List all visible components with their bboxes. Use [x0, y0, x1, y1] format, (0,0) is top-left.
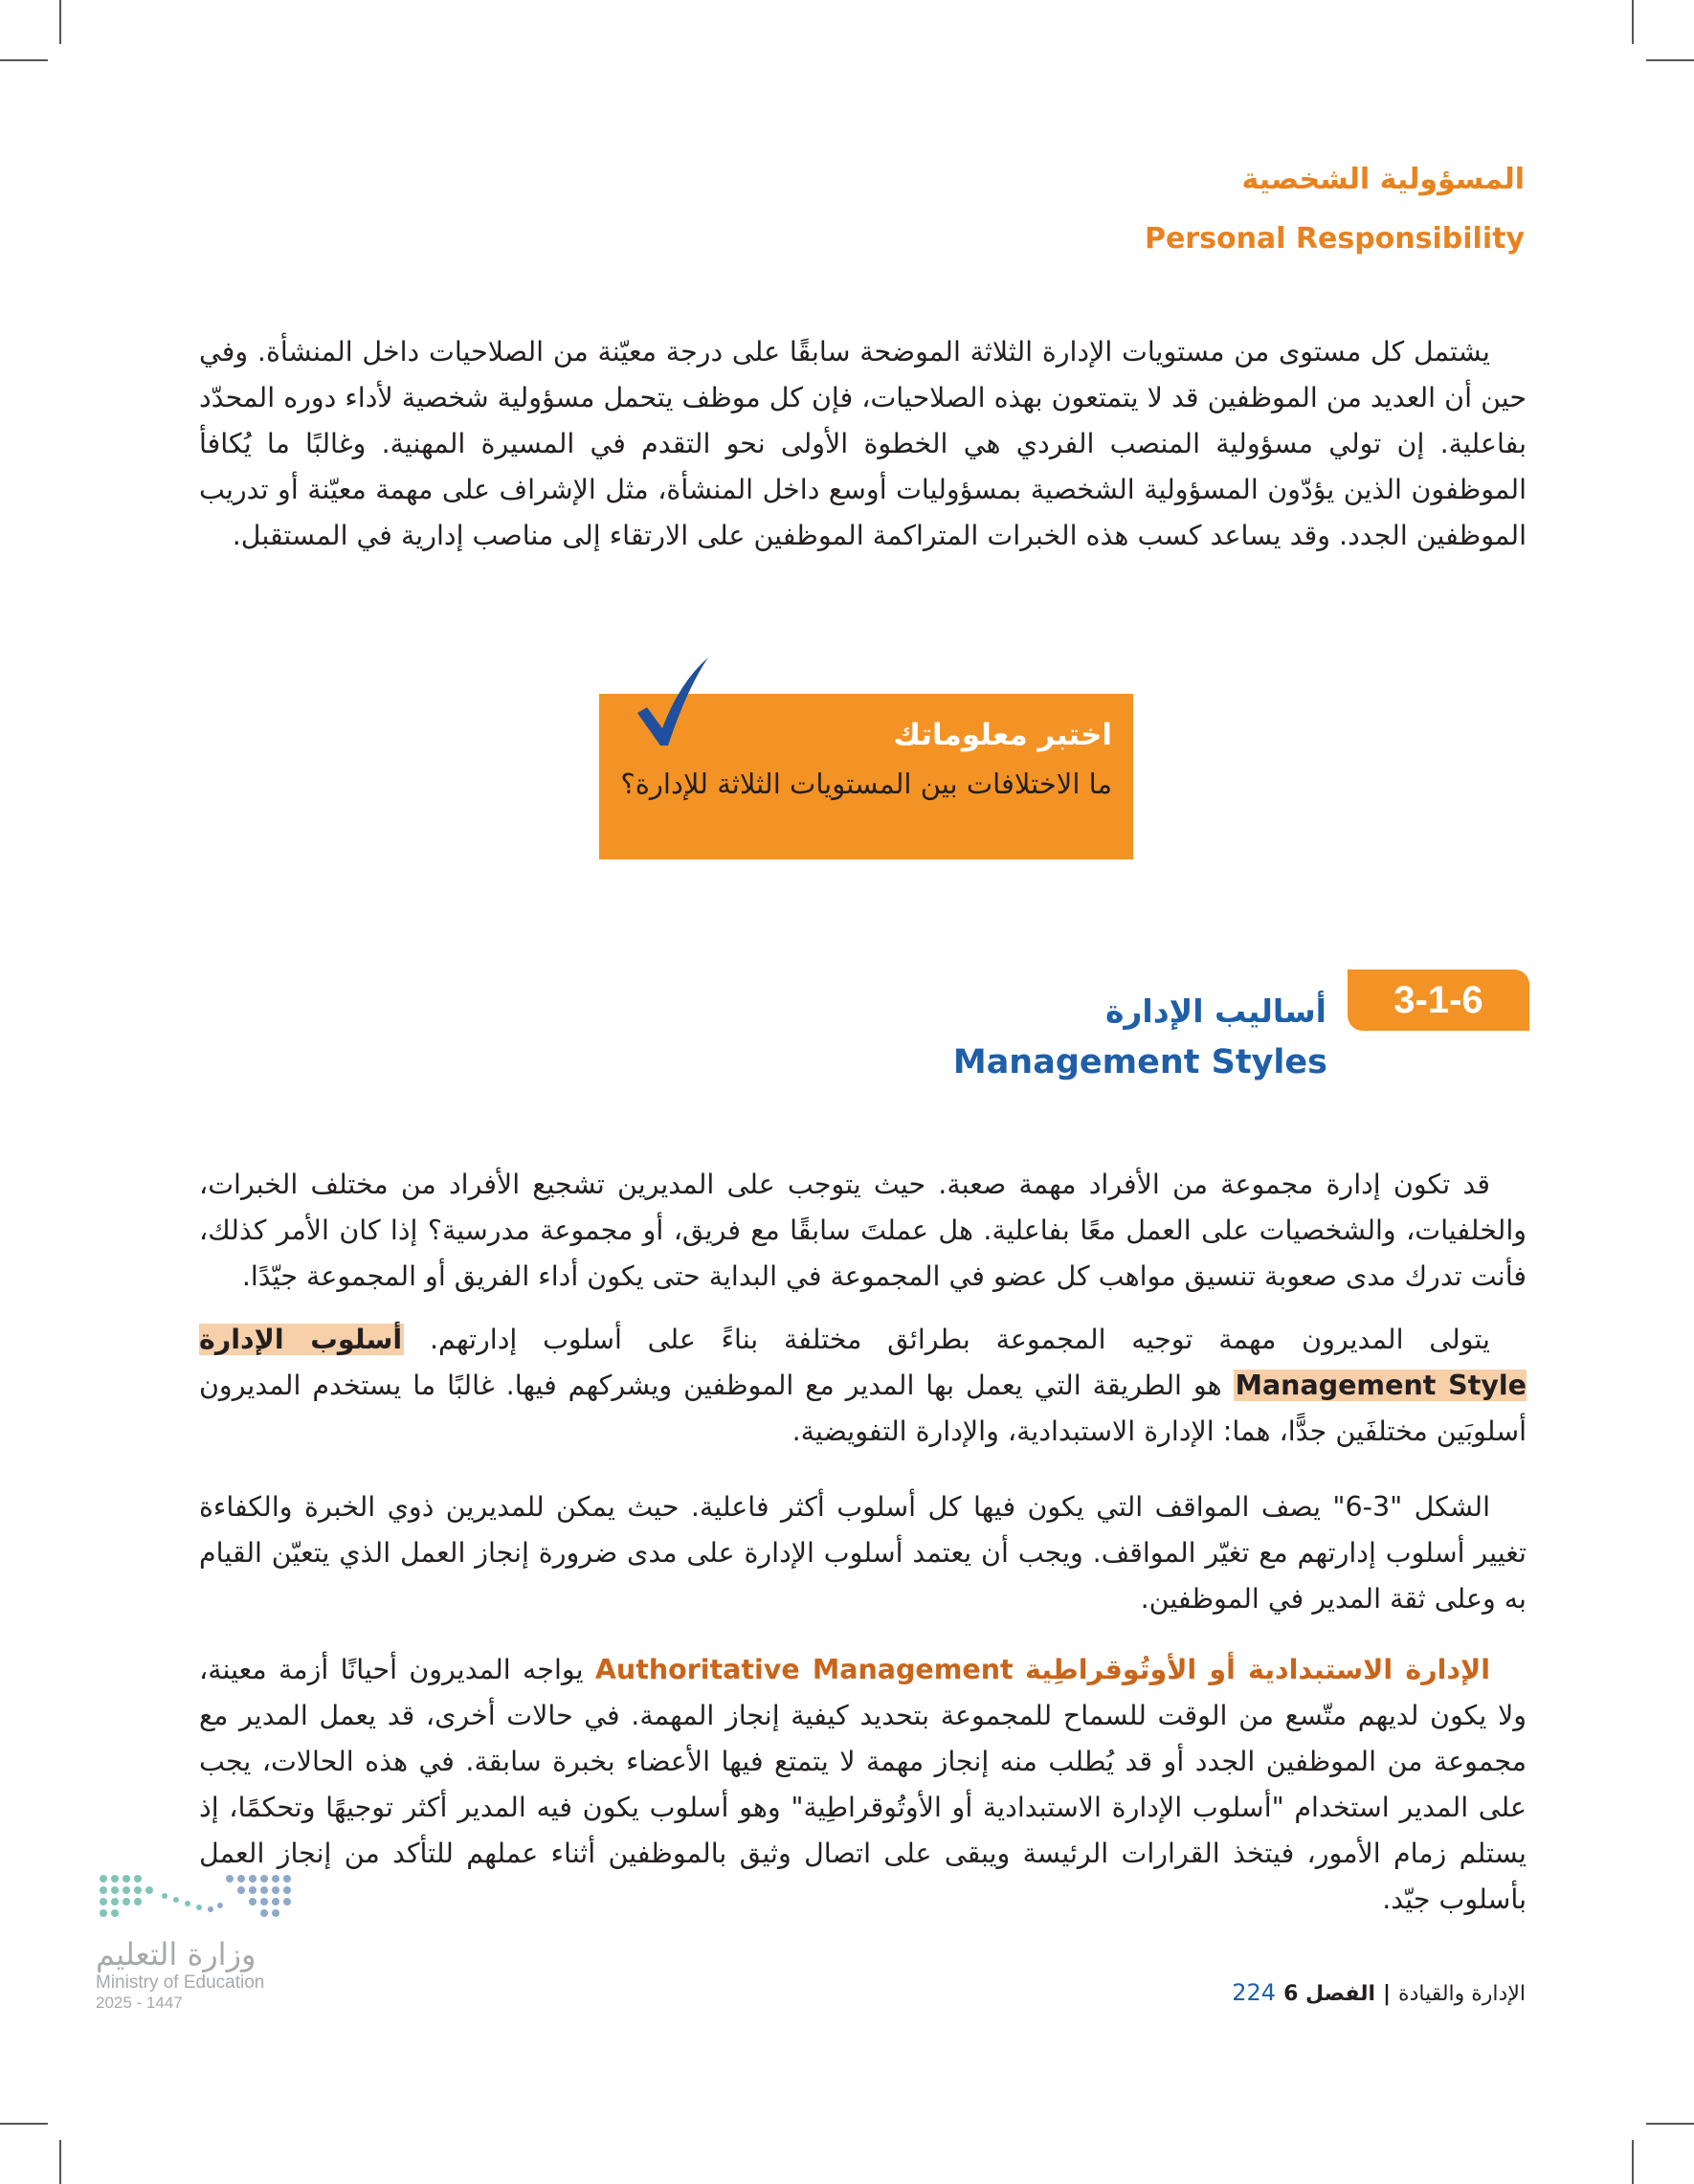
crop-mark	[0, 59, 48, 61]
authoritative-management-paragraph	[199, 1647, 1527, 1923]
check-knowledge-box	[599, 694, 1133, 859]
management-paragraph-2	[199, 1317, 1527, 1455]
page-footer	[1232, 1979, 1526, 2006]
section-title-ar: المسؤولية الشخصية	[1241, 163, 1525, 196]
ministry-name-ar: وزارة التعليم	[96, 1936, 256, 1972]
section-title-en: Personal Responsibility	[1144, 222, 1525, 256]
management-styles-title-ar: أساليب الإدارة	[1104, 992, 1326, 1030]
checkmark-icon	[634, 654, 710, 749]
management-paragraph-1: قد تكون إدارة مجموعة من الأفراد مهمة صعبة. حيث يتوجب على المديرين تشجيع الأفراد من مختلف الخبرات، والخلفيات، والشخصيات على العمل معًا بفاعلية. هل عملتَ سابقًا مع فريق، أو مجموعة مدرسية؟ إذا كان الأمر كذلك، فأنت تدرك مدى صعوبة تنسيق مواهب كل عضو في المجموعة في البداية حتى يكون أداء الفريق أو المجموعة جيّدًا.	[199, 1168, 1527, 1292]
management-styles-title-en: Management Styles	[952, 1043, 1327, 1081]
crop-mark	[1646, 59, 1694, 61]
ministry-name-en: Ministry of Education	[96, 1972, 265, 1993]
ministry-dots-icon	[96, 1871, 306, 1928]
authoritative-term-en: Authoritative Management	[594, 1653, 1014, 1685]
term-en: Management Style	[1235, 1369, 1527, 1401]
paragraph-text: يواجه المديرون أحيانًا أزمة معينة، ولا يكون لديهم متّسع من الوقت للسماح للمجموعة بتحديد كيفية إنجاز المهمة. في حالات أخرى، قد يعمل المدير مع مجموعة من الموظفين الجدد أو قد يُطلب منه إنجاز مهمة لا يتمتع فيها الأعضاء بخبرة سابقة. في هذه الحالات، يجب على المدير استخدام "أسلوب الإدارة الاستبدادية أو الأوتُوقراطِية" وهو أسلوب يكون فيه المدير أكثر توجيهًا وتحكمًا، إذ يستلم زمام الأمور، فيتخذ القرارات الرئيسة ويبقى على اتصال وثيق بالموظفين أثناء عملهم للتأكد من إنجاز العمل بأسلوب جيّد.	[199, 1653, 1527, 1915]
term-ar: أسلوب الإدارة	[199, 1323, 403, 1355]
paragraph-text: هو الطريقة التي يعمل بها المدير مع الموظفين ويشركهم فيها. غالبًا ما يستخدم المديرون أسلوبَين مختلفَين جدًّا، هما: الإدارة الاستبدادية، والإدارة التفويضية.	[199, 1369, 1527, 1447]
section-number-badge: 3-1-6	[1348, 969, 1529, 1031]
quiz-question: ما الاختلافات بين المستويات الثلاثة للإدارة؟	[620, 768, 1112, 800]
crop-mark	[0, 2123, 48, 2125]
personal-responsibility-paragraph: يشتمل كل مستوى من مستويات الإدارة الثلاثة الموضحة سابقًا على درجة معيّنة من الصلاحيات داخل المنشأة. وفي حين أن العديد من الموظفين قد لا يتمتعون بهذه الصلاحيات، فإن كل موظف يتحمل مسؤولية شخصية لأداء دوره المحدّد بفاعلية. إن تولي مسؤولية المنصب الفردي هي الخطوة الأولى نحو التقدم في المسيرة المهنية. وغالبًا ما يُكافأ الموظفون الذين يؤدّون المسؤولية الشخصية بمسؤوليات أوسع داخل المنشأة، مثل الإشراف على مهمة معيّنة أو تدريب الموظفين الجدد. وقد يساعد كسب هذه الخبرات المتراكمة الموظفين على الارتقاء إلى مناصب إدارية في المستقبل.	[199, 335, 1527, 551]
ministry-logo	[96, 1871, 316, 2013]
paragraph-text: يتولى المديرون مهمة توجيه المجموعة بطرائق مختلفة بناءً على أسلوب إدارتهم.	[429, 1323, 1490, 1355]
crop-mark	[59, 0, 61, 44]
chapter-title: الإدارة والقيادة	[1398, 1982, 1526, 2006]
crop-mark	[1632, 2140, 1634, 2184]
authoritative-term-ar: الإدارة الاستبدادية أو الأوتُوقراطِية	[1024, 1653, 1490, 1685]
ministry-year: 2025 - 1447	[96, 1994, 183, 2012]
crop-mark	[1646, 2123, 1694, 2125]
chapter-label: الفصل 6	[1283, 1982, 1375, 2006]
crop-mark	[59, 2140, 61, 2184]
management-paragraph-3: الشكل "3-6" يصف المواقف التي يكون فيها كل أسلوب أكثر فاعلية. حيث يمكن للمديرين ذوي الخبرة والكفاءة تغيير أسلوب إدارتهم مع تغيّر المواقف. ويجب أن يعتمد أسلوب الإدارة على مدى ضرورة إنجاز العمل الذي يتعيّن القيام به وعلى ثقة المدير في الموظفين.	[199, 1490, 1527, 1615]
page-number: 224	[1232, 1979, 1277, 2006]
footer-separator: |	[1383, 1982, 1392, 2006]
quiz-title: اختبر معلوماتك	[893, 718, 1112, 752]
crop-mark	[1632, 0, 1634, 44]
